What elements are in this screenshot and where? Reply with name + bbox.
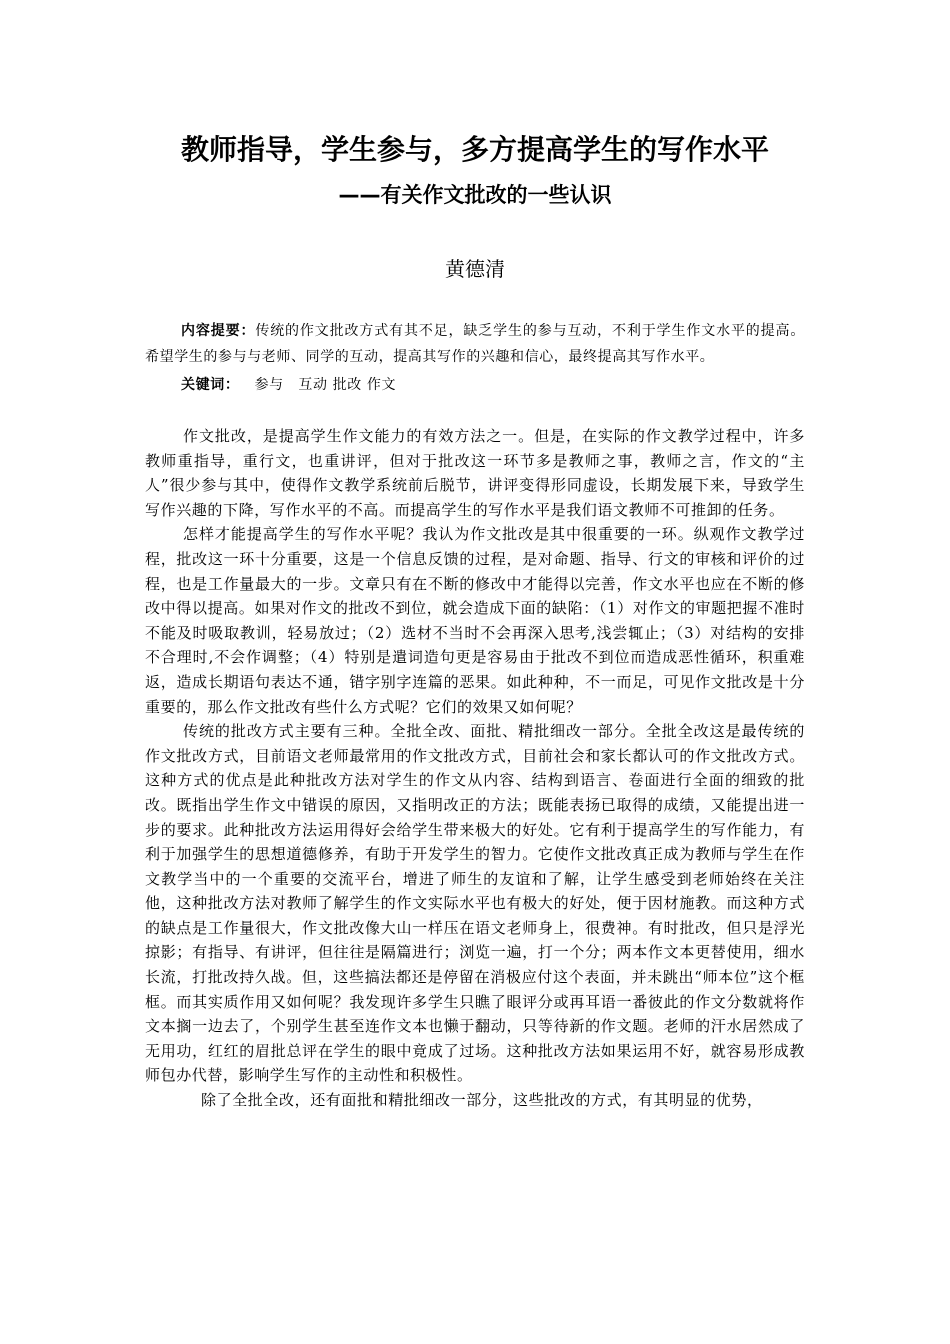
keywords-label: 关键词 <box>181 377 225 393</box>
body-paragraph-1: 作文批改，是提高学生作文能力的有效方法之一。但是，在实际的作文教学过程中，许多教师重指导，重行文，也重讲评，但对于批改这一环节多是教师之事，教师之言，作文的“主人”很少参与其中，使得作文教学系统前后脱节，讲评变得形同虚设，长期发展下来，导致学生写作兴趣的下降，写作水平的不高。而提高学生的写作水平是我们语文教师不可推卸的任务。 <box>145 427 805 519</box>
keywords-text: 参与 互动 批改 作文 <box>254 377 397 393</box>
document-page <box>145 128 805 1113</box>
keywords <box>145 372 805 398</box>
body-paragraph-2: 怎样才能提高学生的写作水平呢？我认为作文批改是其中很重要的一环。纵观作文教学过程，批改这一环十分重要，这是一个信息反馈的过程，是对命题、指导、行文的审核和评价的过程，也是工作量最大的一步。文章只有在不断的修改中才能得以完善，作文水平也应在不断的修改中得以提高。如果对作文的批改不到位，就会造成下面的缺陷：（1）对作文的审题把握不准时不能及时吸取教训，轻易放过；（2）选材不当时不会再深入思考,浅尝辄止；（3）对结构的安排不合理时,不会作调整；（4）特别是遣词造句更是容易由于批改不到位而造成恶性循环，积重难返，造成长期语句表达不通，错字别字连篇的恶果。如此种种，不一而足，可见作文批改是十分重要的，那么作文批改有些什么方式呢？它们的效果又如何呢？ <box>145 525 805 716</box>
abstract-text: 传统的作文批改方式有其不足，缺乏学生的参与互动，不利于学生作文水平的提高。希望学生的参与与老师、同学的互动，提高其写作的兴趣和信心，最终提高其写作水平。 <box>145 323 805 365</box>
author-name: 黄德清 <box>445 257 505 281</box>
document-subtitle: ——有关作文批改的一些认识 <box>338 183 612 207</box>
abstract-label: 内容提要 <box>181 323 241 339</box>
abstract-separator: ： <box>240 323 256 339</box>
abstract <box>145 318 805 370</box>
body-text <box>145 424 805 1113</box>
body-paragraph-3: 传统的批改方式主要有三种。全批全改、面批、精批细改一部分。全批全改这是最传统的作文批改方式，目前语文老师最常用的作文批改方式，目前社会和家长都认可的作文批改方式。这种方式的优点是此种批改方法对学生的作文从内容、结构到语言、卷面进行全面的细致的批改。既指出学生作文中错误的原因，又指明改正的方法；既能表扬已取得的成绩，又能提出进一步的要求。此种批改方法运用得好会给学生带来极大的好处。它有利于提高学生的写作能力，有利于加强学生的思想道德修养，有助于开发学生的智力。它使作文批改真正成为教师与学生在作文教学当中的一个重要的交流平台，增进了师生的友谊和了解，让学生感受到老师始终在关注他，这种批改方法对教师了解学生的作文实际水平也有极大的好处，便于因材施教。而这种方式的缺点是工作量很大，作文批改像大山一样压在语文老师身上，很费神。有时批改，但只是浮光掠影；有指导、有讲评，但往往是隔篇进行；浏览一遍，打一个分；两本作文本更替使用，细水长流，打批改持久战。但，这些搞法都还是停留在消极应付这个表面，并未跳出“师本位”这个框框。而其实质作用又如何呢？我发现许多学生只瞧了眼评分或再耳语一番彼此的作文分数就将作文本搁一边去了，个别学生甚至连作文本也懒于翻动，只等待新的作文题。老师的汗水居然成了无用功，红红的眉批总评在学生的眼中竟成了过场。这种批改方法如果运用不好，就容易形成教师包办代替，影响学生写作的主动性和积极性。 <box>145 722 805 1085</box>
keywords-separator: ： <box>224 377 240 393</box>
body-paragraph-4: 除了全批全改，还有面批和精批细改一部分，这些批改的方式，有其明显的优势， <box>201 1091 763 1110</box>
document-title: 教师指导，学生参与，多方提高学生的写作水平 <box>180 133 769 166</box>
